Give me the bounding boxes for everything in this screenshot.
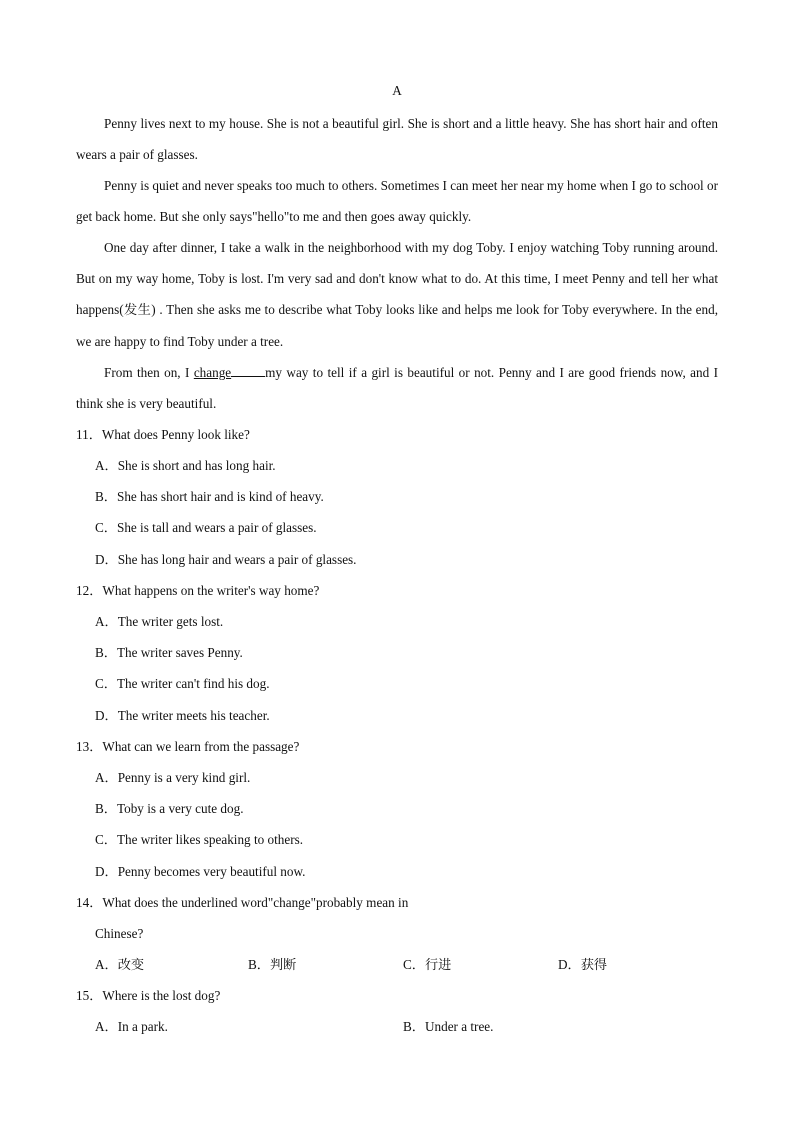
question-13-option-a[interactable]: A．Penny is a very kind girl.	[95, 770, 251, 785]
question-11: 11．What does Penny look like?	[76, 427, 250, 442]
underlined-word: change	[193, 365, 232, 380]
paragraph-4-after: my way to tell if a girl is beautiful or not. Penny and I are good friends now, and I think she is very beautiful.	[76, 365, 718, 412]
question-12-option-c[interactable]: C．The writer can't find his dog.	[95, 676, 270, 691]
question-14-option-a[interactable]: A．改变	[95, 957, 145, 972]
question-11-option-d[interactable]: D．She has long hair and wears a pair of glasses.	[95, 552, 357, 567]
question-15: 15．Where is the lost dog?	[76, 988, 221, 1003]
question-13-option-b[interactable]: B．Toby is a very cute dog.	[95, 801, 244, 816]
question-14-option-c[interactable]: C．行进	[403, 957, 452, 972]
passage-paragraph-4	[76, 357, 718, 419]
underline-gap	[231, 366, 265, 377]
question-14: 14．What does the underlined word"change"probably mean in	[76, 895, 409, 910]
question-12: 12．What happens on the writer's way home?	[76, 583, 320, 598]
passage-paragraph-2: Penny is quiet and never speaks too much to others. Sometimes I can meet her near my home when I go to school or get back home. But she only says"hello"to me and then goes away quickly.	[76, 178, 718, 225]
question-11-option-b[interactable]: B．She has short hair and is kind of heavy.	[95, 489, 324, 504]
question-15-option-b[interactable]: B．Under a tree.	[403, 1019, 494, 1034]
question-12-option-b[interactable]: B．The writer saves Penny.	[95, 645, 243, 660]
question-14-option-d[interactable]: D．获得	[558, 957, 608, 972]
passage-title: A	[392, 83, 402, 98]
passage-paragraph-3: One day after dinner, I take a walk in the neighborhood with my dog Toby. I enjoy watching Toby running around. But on my way home, Toby is lost. I'm very sad and don't know what to do. At this time, I meet Penny and tell her what happens(发生) . Then she asks me to describe what Toby looks like and helps me look for Toby everywhere. In the end, we are happy to find Toby under a tree.	[76, 240, 718, 349]
question-13: 13．What can we learn from the passage?	[76, 739, 300, 754]
question-11-option-a[interactable]: A．She is short and has long hair.	[95, 458, 276, 473]
question-14-continued: Chinese?	[95, 926, 144, 941]
question-14-option-b[interactable]: B．判断	[248, 957, 297, 972]
question-13-option-c[interactable]: C．The writer likes speaking to others.	[95, 832, 304, 847]
question-12-option-a[interactable]: A．The writer gets lost.	[95, 614, 224, 629]
passage-paragraph-1: Penny lives next to my house. She is not a beautiful girl. She is short and a little heavy. She has short hair and often wears a pair of glasses.	[76, 116, 718, 163]
question-15-option-a[interactable]: A．In a park.	[95, 1019, 168, 1034]
question-11-option-c[interactable]: C．She is tall and wears a pair of glasses.	[95, 520, 317, 535]
paragraph-4-before: From then on, I	[104, 365, 194, 380]
question-12-option-d[interactable]: D．The writer meets his teacher.	[95, 708, 270, 723]
question-13-option-d[interactable]: D．Penny becomes very beautiful now.	[95, 864, 306, 879]
